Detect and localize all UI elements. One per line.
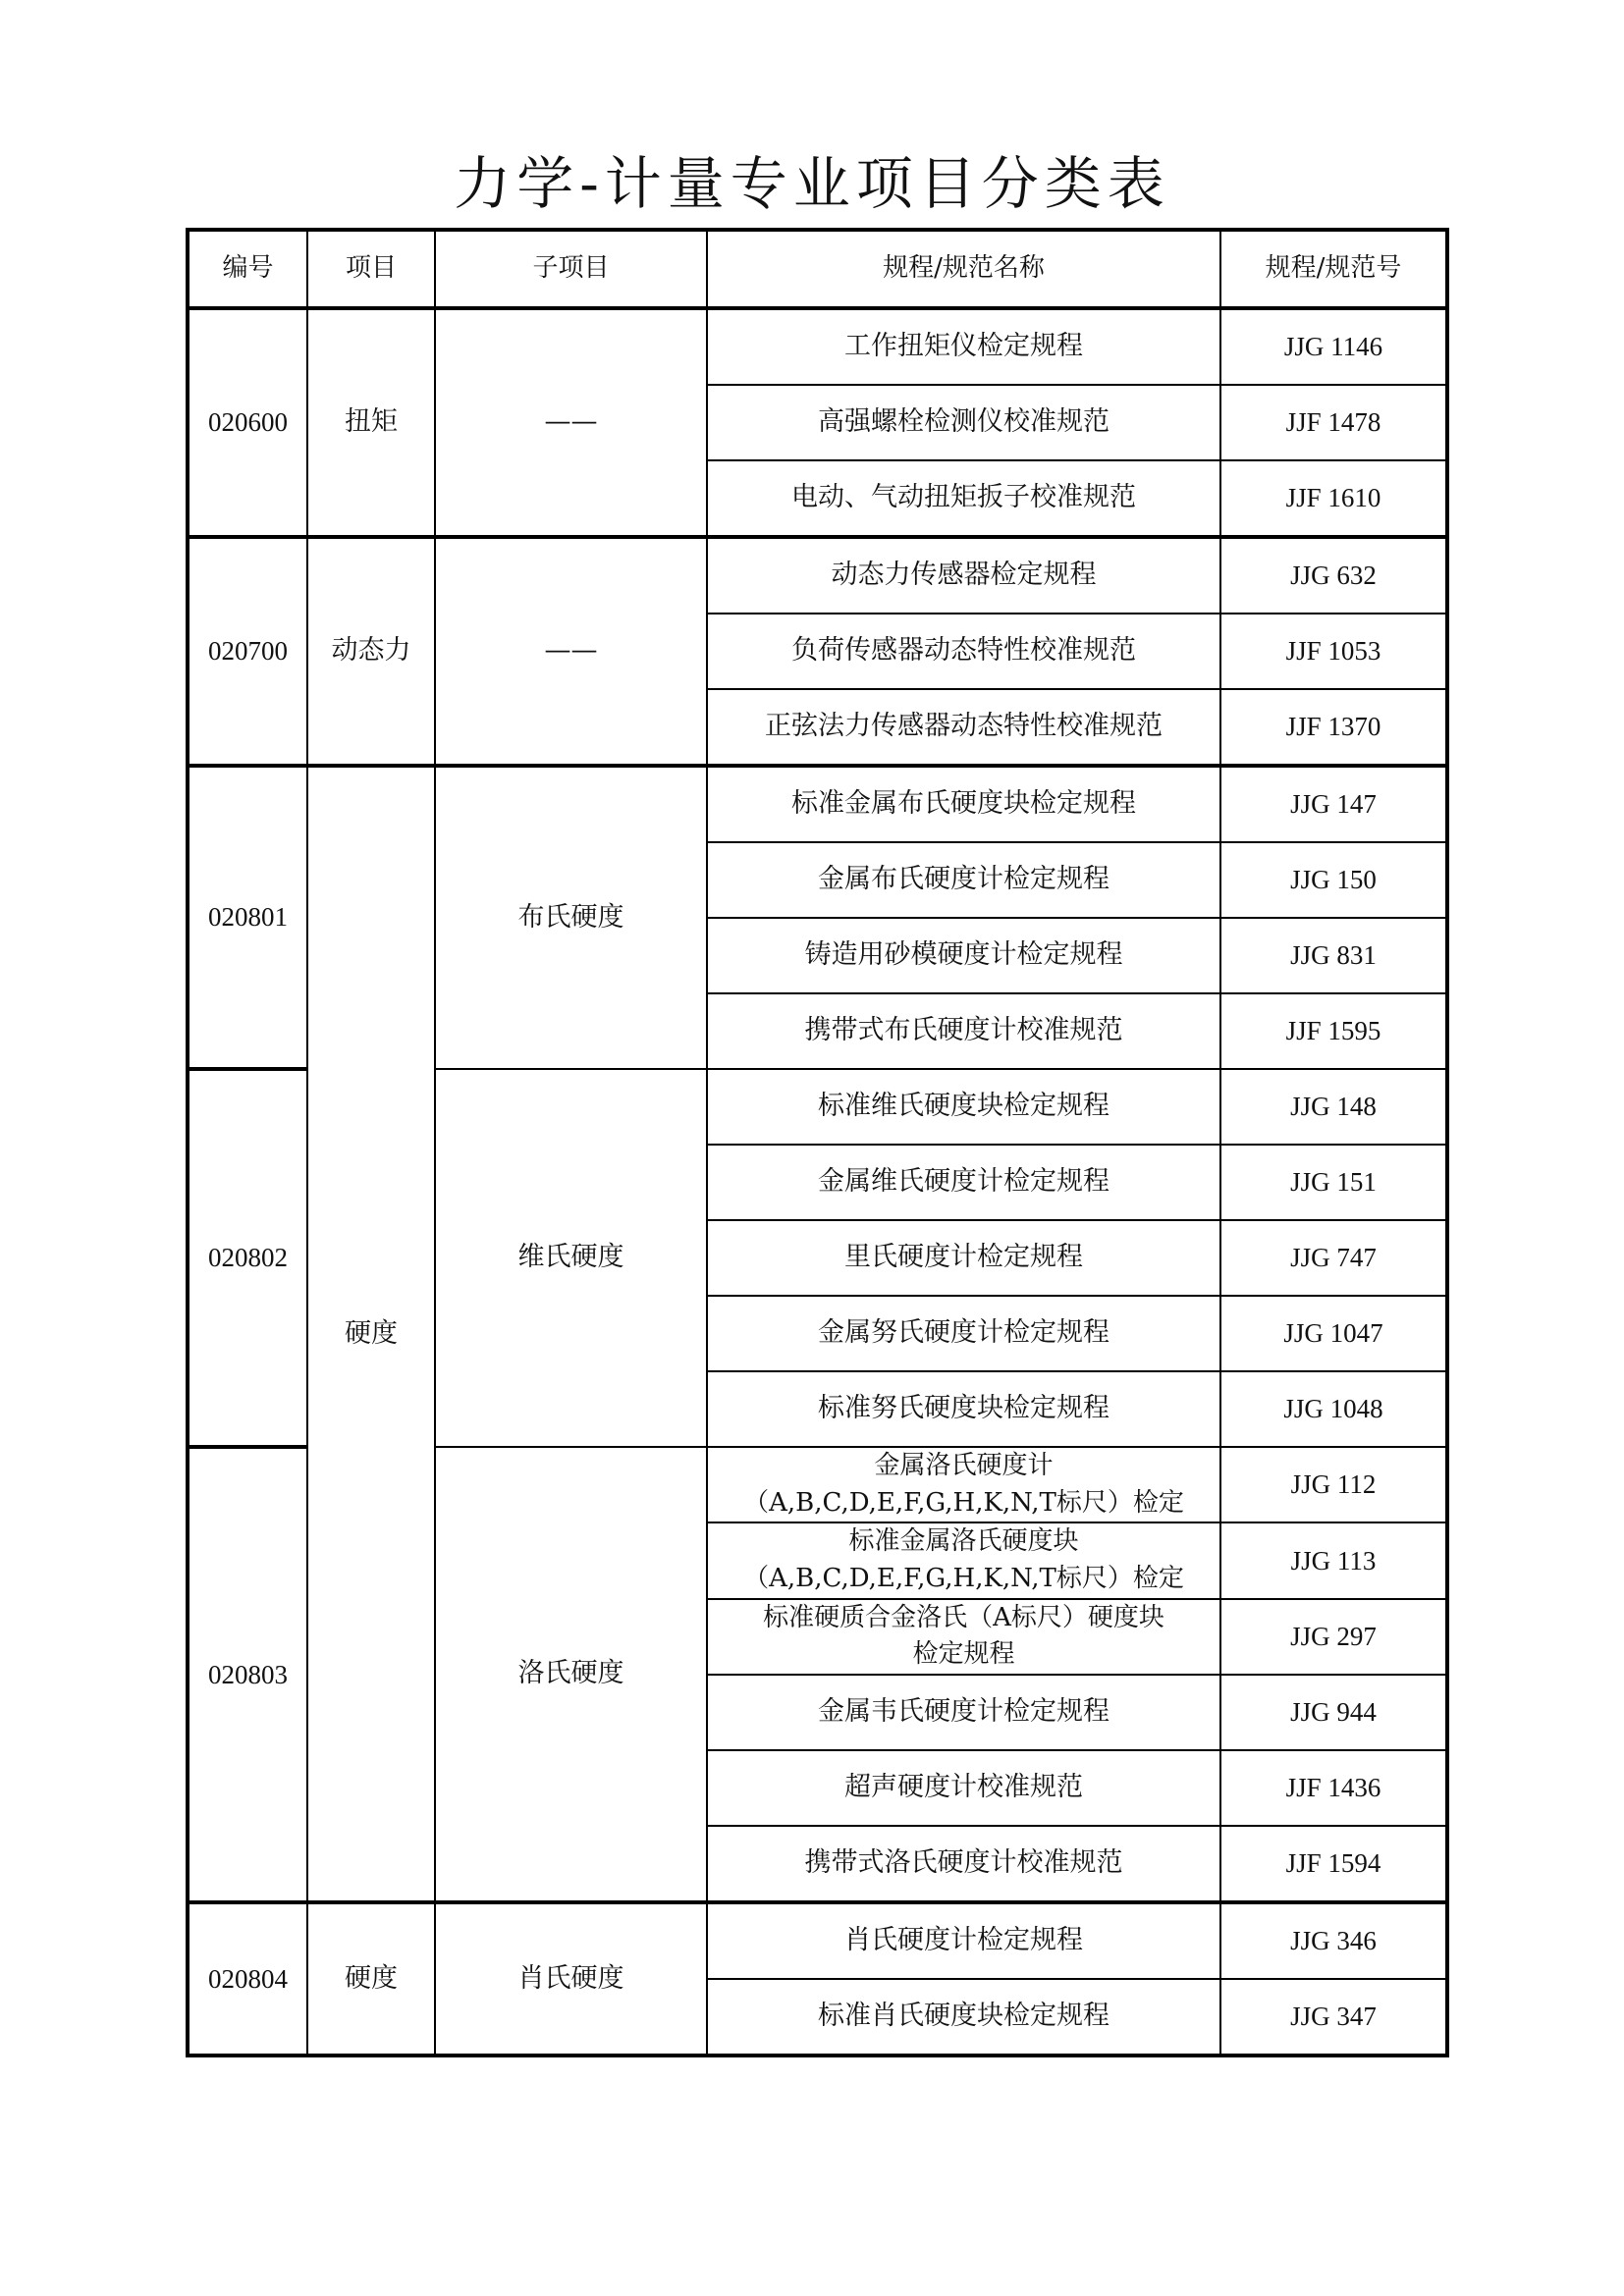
table-row [188,1902,1447,1979]
group-code: 020802 [188,1069,307,1447]
header-subitem: 子项目 [435,230,707,308]
page-title: 力学-计量专业项目分类表 [454,150,1170,217]
regulation-name: 标准金属布氏硬度块检定规程 [707,766,1220,842]
regulation-number: JJG 151 [1220,1145,1447,1220]
regulation-number: JJF 1478 [1220,385,1447,460]
group-item: 动态力 [307,537,435,766]
header-name: 规程/规范名称 [707,230,1220,308]
group-subitem: 布氏硬度 [435,766,707,1069]
group-subitem: —— [435,537,707,766]
regulation-name: 携带式洛氏硬度计校准规范 [707,1826,1220,1902]
regulation-name: 工作扭矩仪检定规程 [707,308,1220,385]
regulation-number: JJF 1610 [1220,460,1447,537]
regulation-name-line2: 检定规程 [912,1639,1015,1670]
regulation-name: 动态力传感器检定规程 [707,537,1220,614]
regulation-number: JJG 113 [1220,1522,1447,1598]
regulation-name [707,1522,1220,1598]
header-item: 项目 [307,230,435,308]
regulation-name: 电动、气动扭矩扳子校准规范 [707,460,1220,537]
regulation-name-line2: （A,B,C,D,E,F,G,H,K,N,T标尺）检定 [743,1487,1184,1518]
regulation-name: 金属布氏硬度计检定规程 [707,842,1220,918]
group-code: 020600 [188,308,307,537]
regulation-name-line2: （A,B,C,D,E,F,G,H,K,N,T标尺）检定 [743,1564,1184,1594]
regulation-name: 铸造用砂模硬度计检定规程 [707,918,1220,993]
group-item: 硬度 [307,1902,435,2056]
regulation-number: JJG 147 [1220,766,1447,842]
regulation-name: 高强螺栓检测仪校准规范 [707,385,1220,460]
regulation-number: JJF 1436 [1220,1750,1447,1826]
regulation-number: JJG 150 [1220,842,1447,918]
header-number: 规程/规范号 [1220,230,1447,308]
group-code: 020803 [188,1447,307,1902]
regulation-number: JJG 944 [1220,1675,1447,1750]
regulation-number: JJG 747 [1220,1220,1447,1296]
regulation-name: 里氏硬度计检定规程 [707,1220,1220,1296]
header-code: 编号 [188,230,307,308]
regulation-name [707,1599,1220,1675]
regulation-number: JJG 148 [1220,1069,1447,1145]
regulation-name: 金属韦氏硬度计检定规程 [707,1675,1220,1750]
regulation-name: 标准努氏硬度块检定规程 [707,1371,1220,1447]
regulation-number: JJF 1594 [1220,1826,1447,1902]
regulation-name [707,1447,1220,1522]
table-row [188,308,1447,385]
group-subitem: —— [435,308,707,537]
regulation-name: 标准肖氏硬度块检定规程 [707,1979,1220,2056]
group-subitem: 维氏硬度 [435,1069,707,1447]
regulation-number: JJG 346 [1220,1902,1447,1979]
group-code: 020700 [188,537,307,766]
table-row [188,537,1447,614]
regulation-name: 金属努氏硬度计检定规程 [707,1296,1220,1371]
table-row [188,766,1447,842]
regulation-number: JJG 1047 [1220,1296,1447,1371]
regulation-name: 负荷传感器动态特性校准规范 [707,614,1220,689]
regulation-name: 标准维氏硬度块检定规程 [707,1069,1220,1145]
regulation-number: JJG 297 [1220,1599,1447,1675]
regulation-number: JJG 1048 [1220,1371,1447,1447]
group-item: 扭矩 [307,308,435,537]
regulation-number: JJG 347 [1220,1979,1447,2056]
group-subitem: 洛氏硬度 [435,1447,707,1902]
regulation-number: JJG 1146 [1220,308,1447,385]
regulation-number: JJG 632 [1220,537,1447,614]
regulation-number: JJF 1595 [1220,993,1447,1069]
regulation-name-line1: 标准金属洛氏硬度块 [848,1526,1079,1557]
regulation-name: 携带式布氏硬度计校准规范 [707,993,1220,1069]
regulation-number: JJG 831 [1220,918,1447,993]
regulation-number: JJG 112 [1220,1447,1447,1522]
regulation-name-line1: 标准硬质合金洛氏（A标尺）硬度块 [763,1602,1164,1632]
regulation-name-line1: 金属洛氏硬度计 [874,1451,1054,1480]
header-row [188,230,1447,308]
group-code: 020801 [188,766,307,1069]
group-item: 硬度 [307,766,435,1902]
regulation-number: JJF 1053 [1220,614,1447,689]
classification-table [186,228,1449,2057]
group-subitem: 肖氏硬度 [435,1902,707,2056]
group-code: 020804 [188,1902,307,2056]
regulation-name: 肖氏硬度计检定规程 [707,1902,1220,1979]
regulation-name: 金属维氏硬度计检定规程 [707,1145,1220,1220]
regulation-number: JJF 1370 [1220,689,1447,766]
regulation-name: 超声硬度计校准规范 [707,1750,1220,1826]
regulation-name: 正弦法力传感器动态特性校准规范 [707,689,1220,766]
